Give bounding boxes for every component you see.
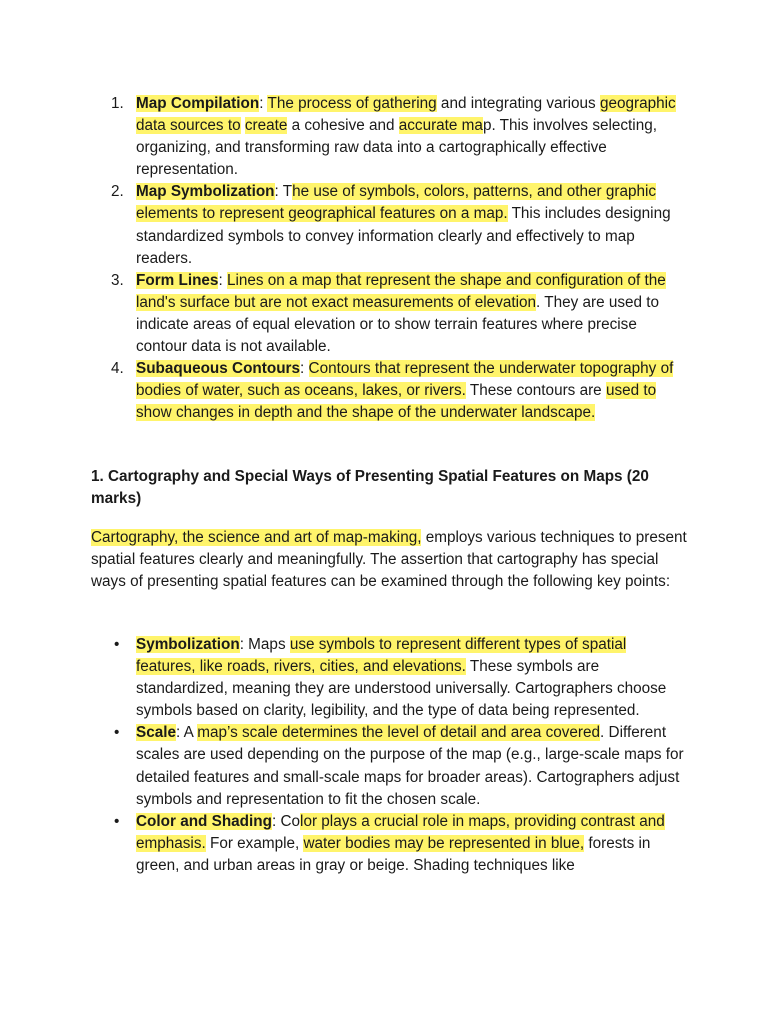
text-run: These symbols are standardized, meaning they are understood universally. Cartographers choose symbols based on clarity, legibility, and the type of data being represented. xyxy=(136,658,667,720)
list-item xyxy=(0,722,768,810)
text-run: For example, xyxy=(205,834,304,852)
list-item xyxy=(0,93,768,181)
highlighted-text: Lines on a map that represent the shape and configuration of the land's surface but are not exact measurements of elevation xyxy=(136,271,666,311)
key-points-list xyxy=(0,634,768,877)
text-run: p. This involves selecting, organizing, and transforming raw data into a cartographically effective representation. xyxy=(136,117,657,179)
text-run: These contours are xyxy=(465,382,606,400)
highlighted-text: Cartography, the science and art of map-making, xyxy=(91,529,422,546)
highlighted-text: The process of gathering xyxy=(267,95,437,112)
list-number: 3. xyxy=(111,271,124,289)
list-number: 2. xyxy=(111,183,124,201)
list-number: 4. xyxy=(111,360,124,378)
term-separator: : xyxy=(218,271,223,289)
term: Form Lines xyxy=(136,271,219,289)
highlighted-text: lor plays a crucial role in maps, providing contrast and emphasis. xyxy=(136,812,665,852)
intro-paragraph xyxy=(91,527,691,593)
text-run: Maps xyxy=(243,636,290,653)
term-separator: : xyxy=(274,183,279,201)
text-run: employs various techniques to present spatial features clearly and meaningfully. The assertion that cartography has special ways of presenting spatial features can be examined through the following key points: xyxy=(91,529,687,591)
highlighted-text: use symbols to represent different types of spatial features, like roads, rivers, cities, and elevations. xyxy=(136,636,627,676)
term: Scale xyxy=(136,724,176,742)
text-run: A xyxy=(180,724,198,742)
list-item xyxy=(0,811,768,877)
text-run: . They are used to indicate areas of equal elevation or to show terrain features where precise contour data is not available. xyxy=(136,293,660,356)
list-item xyxy=(0,358,768,424)
text-run: . Different scales are used depending on the purpose of the map (e.g., large-scale maps for detailed features and small-scale maps for broader areas). Cartographers adjust symbols and representation to fit the chosen scale. xyxy=(136,724,684,808)
definition xyxy=(136,724,684,807)
highlighted-text: used to show changes in depth and the shape of the underwater landscape. xyxy=(136,382,657,422)
definitions-list xyxy=(0,93,768,424)
bullet: • xyxy=(114,636,120,653)
term: Map Symbolization xyxy=(136,183,275,201)
list-item xyxy=(0,634,768,722)
text-run: T xyxy=(278,183,293,201)
term: Symbolization xyxy=(136,636,240,653)
highlighted-text: water bodies may be represented in blue, xyxy=(303,834,585,852)
term-separator: : xyxy=(259,95,264,112)
highlighted-text: geographic data sources to xyxy=(136,95,676,135)
text-run: and integrating various xyxy=(436,95,600,112)
term-separator: : xyxy=(300,360,305,378)
highlighted-text: create xyxy=(244,117,288,135)
term: Color and Shading xyxy=(136,812,272,830)
term: Subaqueous Contours xyxy=(136,360,301,378)
term-separator: : xyxy=(175,724,181,742)
term: Map Compilation xyxy=(136,95,260,112)
text-run: Co xyxy=(276,812,301,830)
list-number: 1. xyxy=(111,95,124,112)
highlighted-text: map’s scale determines the level of detail and area covered xyxy=(197,724,601,742)
list-item xyxy=(0,181,768,269)
highlighted-text: Contours that represent the underwater topography of bodies of water, such as oceans, lakes, or rivers. xyxy=(136,360,674,400)
highlighted-text: accurate ma xyxy=(398,117,483,135)
highlighted-text: terns, and other graphic elements to represent geographical features on a map. xyxy=(136,183,657,223)
text-run xyxy=(304,360,308,377)
bullet: • xyxy=(114,812,120,830)
section-heading: 1. Cartography and Special Ways of Presenting Spatial Features on Maps (20 marks) xyxy=(91,468,649,508)
term-separator: : xyxy=(271,812,277,830)
text-run: forests in green, and urban areas in gray or beige. Shading techniques like xyxy=(136,834,651,874)
term-separator: : xyxy=(239,636,244,653)
text-run: This includes designing standardized symbols to convey information clearly and effectively to map readers. xyxy=(136,205,671,267)
text-run: a cohesive and xyxy=(287,117,399,135)
highlighted-text: he use of symbols, colors, pat xyxy=(292,183,495,201)
list-item xyxy=(0,270,768,358)
bullet: • xyxy=(114,724,120,742)
